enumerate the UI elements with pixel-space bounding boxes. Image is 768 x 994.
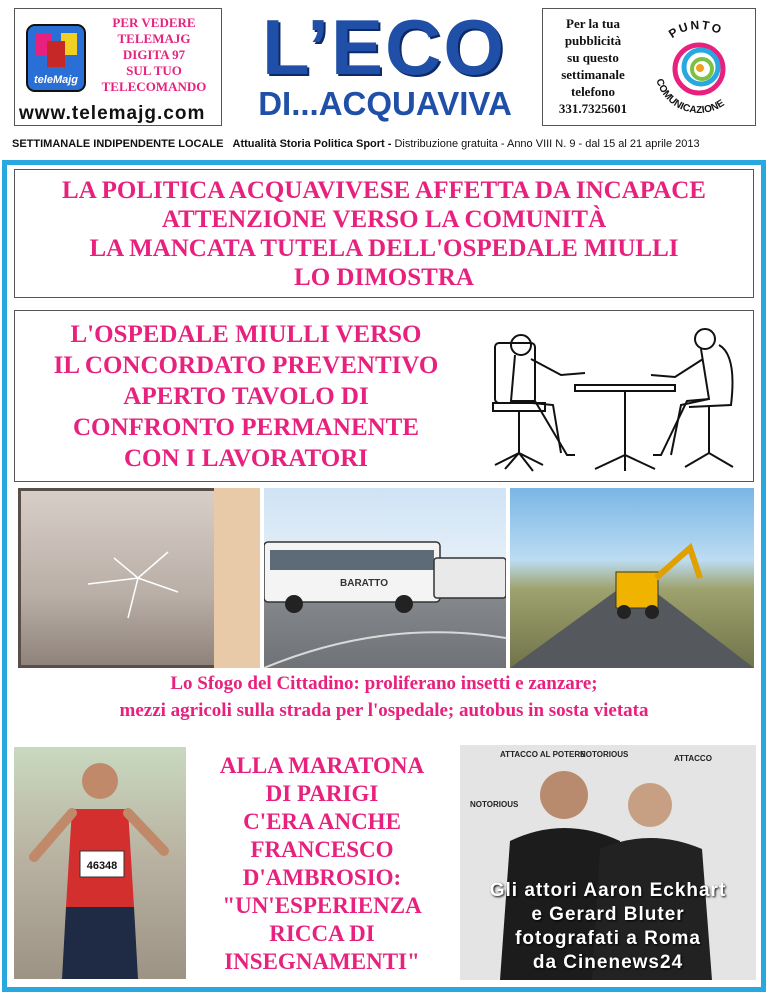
bus-illustration <box>264 488 506 668</box>
svg-text:teleMajg: teleMajg <box>33 74 79 86</box>
photos-caption: Lo Sfogo del Cittadino: proliferano insetti e zanzare; mezzi agricoli sulla strada per l'ospedale; autobus in sosta vietata <box>119 673 649 721</box>
excavator-illustration <box>510 488 754 668</box>
headline-politica-box[interactable] <box>14 169 754 298</box>
svg-text:BARATTO: BARATTO <box>340 578 388 589</box>
crack-icon <box>18 488 260 668</box>
svg-text:ATTACCO AL POTERE: ATTACCO AL POTERE <box>500 750 586 759</box>
photo-cracked-window[interactable] <box>18 488 260 668</box>
headline-ospedale-box[interactable] <box>14 310 754 482</box>
punto-comunicazione-ad[interactable] <box>542 8 756 126</box>
photo-actors[interactable] <box>460 745 756 980</box>
headline-maratona[interactable]: ALLA MARATONA DI PARIGI C'ERA ANCHE FRANCESCO D'AMBROSIO: "UN'ESPERIENZA RICCA DI INSEGNAMENTI" <box>219 753 425 974</box>
svg-text:NOTORIOUS: NOTORIOUS <box>470 800 519 809</box>
photo-excavator[interactable] <box>510 488 754 668</box>
svg-text:NOTORIOUS: NOTORIOUS <box>580 750 629 759</box>
ad-contact-text: Per la tua pubblicità su questo settimanale telefono 331.7325601 <box>558 16 628 116</box>
svg-text:46348: 46348 <box>86 860 118 872</box>
meeting-cartoon-illustration <box>475 315 751 479</box>
svg-text:PUNTO: PUNTO <box>666 17 726 41</box>
telemajg-logo <box>25 23 87 95</box>
masthead-title: L’ECO <box>261 3 507 91</box>
masthead-subtitle: DI...ACQUAVIVA <box>258 85 512 122</box>
telemajg-ad-text: PER VEDERE TELEMAJG DIGITA 97 SUL TUO TELECOMANDO <box>101 15 207 94</box>
photo-runner[interactable] <box>14 747 186 979</box>
actors-caption: Gli attori Aaron Eckhart e Gerard Bluter fotografati a Roma da Cinenews24 <box>489 880 727 973</box>
svg-text:ATTACCO: ATTACCO <box>674 754 712 763</box>
headline-politica: LA POLITICA ACQUAVIVESE AFFETTA DA INCAPACE ATTENZIONE VERSO LA COMUNITÀ LA MANCATA TUTELA DELL'OSPEDALE MIULLI LO DIMOSTRA <box>62 177 706 291</box>
telemajg-url[interactable]: www.telemajg.com <box>19 103 206 124</box>
runner-illustration <box>14 747 186 979</box>
tagline: SETTIMANALE INDIPENDENTE LOCALE Attualità Storia Politica Sport - Distribuzione gratuita - Anno VIII N. 9 - dal 15 al 21 aprile 2013 <box>12 138 700 150</box>
svg-text:COMUNICAZIONE: COMUNICAZIONE <box>653 77 727 117</box>
telemajg-ad[interactable] <box>14 8 222 126</box>
photo-buses[interactable] <box>264 488 506 668</box>
punto-comunicazione-logo <box>643 13 755 123</box>
photo-strip <box>14 488 754 744</box>
headline-ospedale: L'OSPEDALE MIULLI VERSO IL CONCORDATO PREVENTIVO APERTO TAVOLO DI CONFRONTO PERMANENTE CON I LAVORATORI <box>53 321 439 472</box>
